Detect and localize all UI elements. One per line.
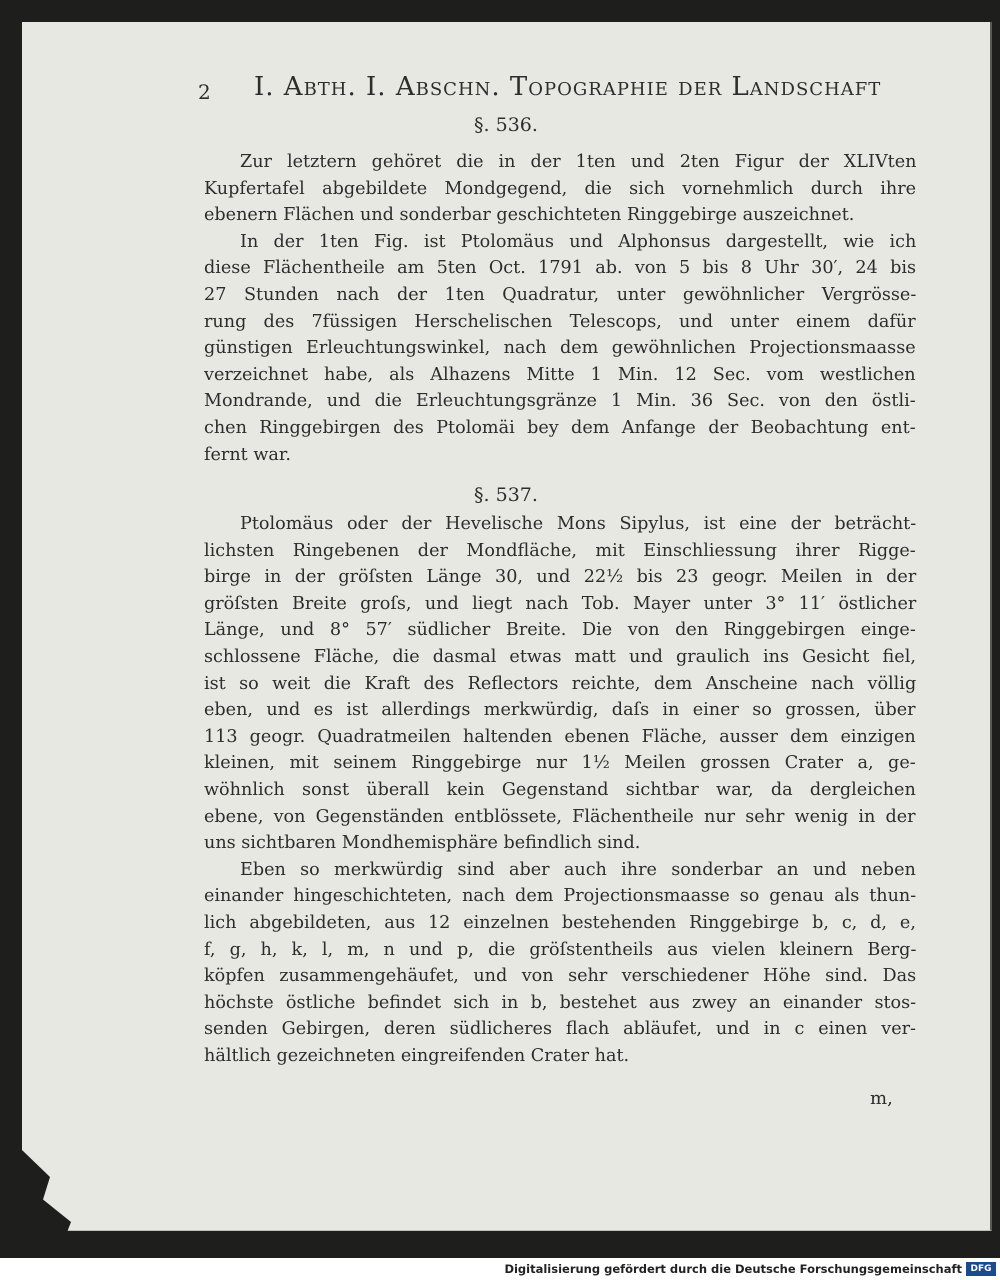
text-line: lichsten Ringebenen der Mondfläche, mit Einschliessung ihrer Rigge- [204,540,916,561]
text-line: Eben so merkwürdig sind aber auch ihre sonderbar an und neben [240,859,916,880]
torn-corner [22,1150,92,1240]
text-line: ist so weit die Kraft des Reflectors reichte, dem Anscheine nach völlig [204,673,917,694]
catchword: m, [870,1088,893,1109]
text-line: 27 Stunden nach der 1ten Quadratur, unter gewöhnlicher Vergrösse- [204,284,917,305]
paragraph [204,511,916,857]
text-line: Mondrande, und die Erleuchtungsgränze 1 Min. 36 Sec. von den östli- [204,391,916,412]
text-line: einander hingeschichteten, nach dem Projectionsmaasse so genau als thun- [204,886,917,907]
text-line: eben, und es ist allerdings merkwürdig, daſs in einer so grossen, über [204,700,916,721]
text-line: f, g, h, k, l, m, n und p, die gröſstentheils aus vielen kleinern Berg- [204,939,917,960]
text-line: Länge, und 8° 57′ südlicher Breite. Die von den Ringgebirgen einge- [204,620,916,641]
text-line: kleinen, mit seinem Ringgebirge nur 1½ Meilen grossen Crater a, ge- [204,753,916,774]
paragraph [204,229,916,468]
text-line: fernt war. [204,444,291,465]
text-line: Zur letztern gehöret die in der 1ten und 2ten Figur der XLIVten [240,152,917,172]
text-line: uns sichtbaren Mondhemisphäre befindlich sind. [204,833,641,854]
text-line: verzeichnet habe, als Alhazens Mitte 1 Min. 12 Sec. vom westlichen [204,364,916,385]
text-line: gröſsten Breite groſs, und liegt nach Tob. Mayer unter 3° 11′ östlicher [204,593,917,614]
text-line: lich abgebildeten, aus 12 einzelnen bestehenden Ringgebirge b, c, d, e, [204,912,916,933]
text-line: ebenern Flächen und sonderbar geschichteten Ringgebirge auszeichnet. [204,205,855,226]
text-line: 113 geogr. Quadratmeilen haltenden ebenen Fläche, ausser dem einzigen [204,726,916,747]
text-line: ebene, von Gegenständen entblössete, Flächentheile nur sehr wenig in der [204,806,916,827]
paragraph [204,149,916,229]
text-line: birge in der gröſsten Länge 30, und 22½ bis 23 geogr. Meilen in der [204,567,917,588]
page-number: 2 [198,80,211,104]
text-line: wöhnlich sonst überall kein Gegenstand sichtbar war, da dergleichen [204,779,916,800]
text-line: schlossene Fläche, die dasmal etwas matt und graulich ins Gesicht fiel, [204,646,916,667]
page-header [198,68,882,108]
section-heading-537: §. 537. [474,484,538,506]
text-line: In der 1ten Fig. ist Ptolomäus und Alphonsus dargestellt, wie ich [240,231,917,252]
text-line: rung des 7füssigen Herschelischen Telescops, und unter einem dafür [204,311,916,332]
section-536-body [204,149,916,468]
footer-bar [0,1258,1000,1280]
section-heading-536: §. 536. [474,114,538,136]
text-line: diese Flächentheile am 5ten Oct. 1791 ab. von 5 bis 8 Uhr 30′, 24 bis [204,258,917,279]
running-title: I. Abth. I. Abschn. Topographie der Landschaft [254,72,882,102]
book-page [22,22,992,1231]
text-line: köpfen zusammengehäufet, und von sehr verschiedener Höhe sind. Das [204,966,917,987]
text-line: höchste östliche befindet sich in b, bestehet aus zwey an einander stos- [204,992,917,1013]
text-line: hältlich gezeichneten eingreifenden Crater hat. [204,1045,630,1066]
text-line: Kupfertafel abgebildete Mondgegend, die sich vornehmlich durch ihre [204,178,917,199]
section-537-body [204,511,916,1069]
text-line: senden Gebirgen, deren südlicheres flach abläufet, und in c einen ver- [204,1019,916,1040]
footer-credit: Digitalisierung gefördert durch die Deutsche Forschungsgemeinschaft [504,1262,962,1276]
text-line: Ptolomäus oder der Hevelische Mons Sipylus, ist eine der beträcht- [240,514,917,534]
text-line: günstigen Erleuchtungswinkel, nach dem gewöhnlichen Projectionsmaasse [204,338,916,359]
paragraph [204,857,916,1070]
dfg-logo-icon: DFG [966,1262,996,1276]
text-line: chen Ringgebirgen des Ptolomäi bey dem Anfange der Beobachtung ent- [204,417,916,438]
